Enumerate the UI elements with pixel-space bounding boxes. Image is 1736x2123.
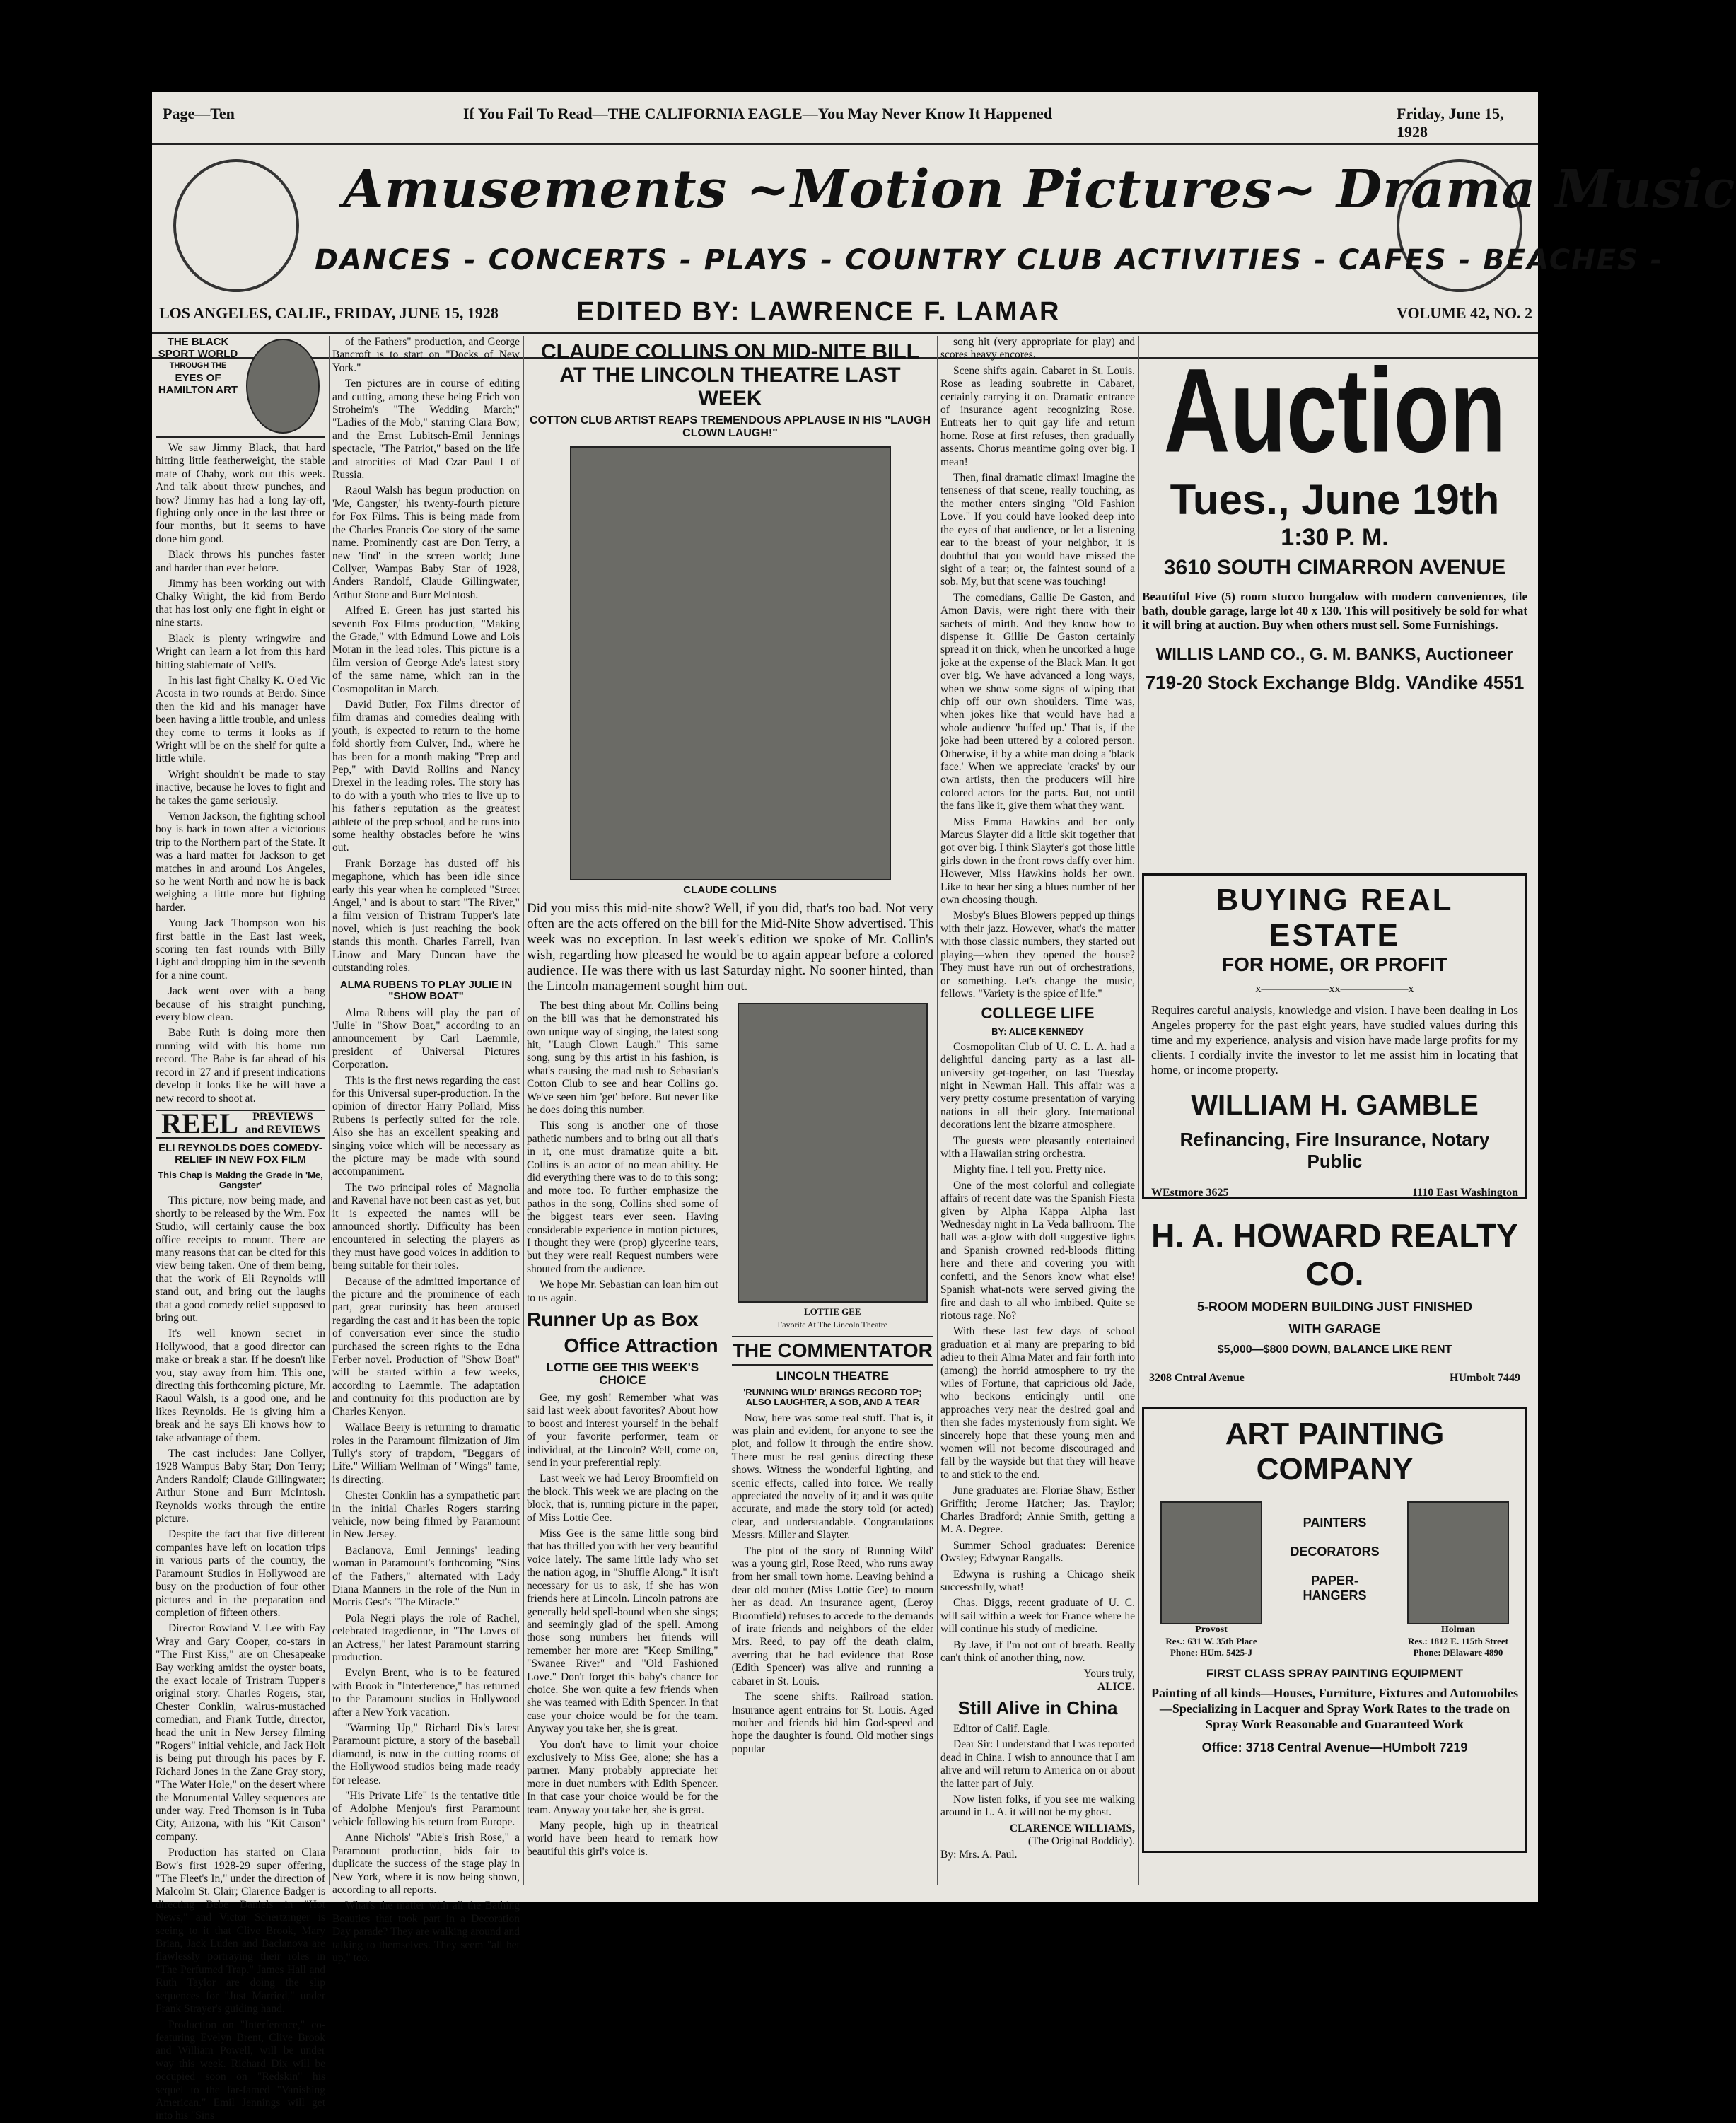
gamble-address: 1110 East Washington [1412,1187,1518,1199]
masthead-title: Amusements ~Motion Pictures~ Drama Music [343,159,1736,220]
holman-name: Holman [1440,1624,1476,1635]
paragraph: Now listen folks, if you see me walking around in L. A. it will not be my ghost. [940,1793,1135,1819]
paragraph: Editor of Calif. Eagle. [953,1722,1051,1735]
provost-phone: Phone: HUm. 5425-J [1170,1647,1252,1658]
art-service: PAPER-HANGERS [1303,1574,1367,1603]
paragraph: Scene shifts again. Cabaret in St. Louis. Rose as leading soubrette in Cabaret, certainly carrying it on. Dramatic entrance of insurance agent recognizing Rose. Entreats her to quit gay life and return home. Rose at first refuses, then gradually assents. Chorus meantime going over big. I mean! [940,364,1135,468]
paragraph: "Warming Up," Richard Dix's latest Paramount picture, a story of the baseball diamond, is now in the cutting rooms of the Hollywood studios being made ready for release. [332,1722,520,1786]
holman-phone: Phone: DElaware 4890 [1413,1647,1503,1658]
headline-collins: CLAUDE COLLINS ON MID-NITE BILL AT THE LINCOLN THEATRE LAST WEEK [541,340,919,410]
paragraph: In his last fight Chalky K. O'ed Vic Acosta in two rounds at Berdo. Since then the kid and his manager have been having a little trouble, and unless they come to terms it looks as if Wright will be on the shelf for quite a little while. [156,674,325,765]
paragraph: Gee, my gosh! Remember what was said last week about favorites? About how to boost and interest yourself in the behalf of your favorite performer, team or individual, at the Lincoln? Well, come on, send in your preferential reply. [527,1392,718,1470]
column-rule [523,336,524,1885]
auction-ad [1142,339,1527,707]
paragraph: Chas. Diggs, recent graduate of U. C. will sail within a week for France where he will continue his study of medicine. [940,1597,1135,1636]
column-rule [329,336,330,1885]
headline-lincoln: LINCOLN THEATRE [776,1369,889,1383]
holman-residence: Res.: 1812 E. 115th Street [1407,1636,1509,1646]
paragraph: The best thing about Mr. Collins being on the bill was that he demonstrated his own unique way of singing, the latest song hit, "Laugh Clown Laugh." This same song, sung by this artist in his fashion, is what's causing the mad rush to Sebastian's Cotton Club to see and hear Collins go. We've seen him 'get' before. But never like he does doing this number. [527,999,718,1116]
subcolumn-left [527,1000,718,1862]
paragraph: Anne Nichols' "Abie's Irish Rose," a Paramount production, bids fair to duplicate the success of the stage play in New York, where it is now being shown, according to all reports. [332,1832,520,1896]
provost-portrait [1160,1501,1262,1624]
column-commentator-college [940,336,1135,1885]
paragraph: Babe Ruth is doing more then running wild with his home run record. The Babe is far ahead of his record in '27 and if present indications develop it looks like he will have a new record to shoot at. [156,1027,325,1105]
paragraph: Jack went over with a bang because of his straight punching, every blow clean. [156,985,325,1024]
paragraph: Evelyn Brent, who is to be featured with Brook in "Interference," has returned to the Paramount studios in Hollywood after a New York vacation. [332,1667,520,1718]
howard-title: H. A. HOWARD REALTY CO. [1151,1217,1518,1292]
art-service: DECORATORS [1290,1545,1380,1559]
paragraph: Dear Sir: I understand that I was reported dead in China. I wish to announce that I am alive and will return to America on or about the latter part of July. [940,1738,1135,1790]
paragraph: Mighty fine. I tell you. Pretty nice. [953,1163,1106,1176]
gamble-divider: x——————xx——————x [1255,983,1414,995]
auction-title: Auction [1163,343,1506,477]
collins-lead: Did you miss this mid-nite show? Well, if you did, that's too bad. Not very often are the acts offered on the bill for the Mid-Nite Show advertised. This week was no exception. In last week's edition we spoke of Mr. Collin's wish, regarding how pleased he would be to again appear before a colored audience. He was there with us last Saturday night. No sooner hinted, than the Lincoln management sought him out. [527,900,933,994]
paragraph: Miss Emma Hawkins and her only Marcus Slayter did a little skit together that got over big. I think Slayter's got those little girls down in the front rows daffy over him. However, Miss Hawkins holds her own. Like to hear her sing a blues number of her own choosing though. [940,815,1135,907]
gamble-subtitle: FOR HOME, OR PROFIT [1222,953,1447,975]
paragraph: Frank Borzage has dusted off his megaphone, which has been idle since early this year when he completed "Street Angel," and is about to start "The River," a film version of Tristram Tupper's late novel, which is just reaching the book stands this month. Charles Farrell, Ivan Linow and Mary Duncan have the outstanding roles. [332,857,520,975]
column-film-news [332,336,520,1964]
paragraph: Production has started on Clara Bow's first 1928-29 super offering, "The Fleet's In," under the direction of Malcolm St. Clair; Clarence Badger is directing Bebe Daniels in "Hot News," and Victor Schertzinger is seeing to it that Clive Brook, Mary Brian, Jack Luden and Baclanova are flawlessly portraying their roles in "The Perfumed Trap." James Hall and Ruth Taylor are doing the slip sequences for "Just Married," under Frank Strayer's guiding hand. [156,1846,325,2016]
lottie-gee-photo [738,1003,928,1303]
sport-box-sub: HAMILTON ART [158,384,238,396]
paragraph: This song is another one of those pathetic numbers and to bring out all that's in it, one must dramatize quite a bit. Collins is an actor of no mean ability. He did everything there was to do to this song; and more too. To further emphasize the pathos in the song, Collins shed some of the biggest tears ever seen. Having considerable experience in motion pictures, I thought they were (prop) glycerine tears, but they were real! Request numbers were shouted from the audience. [527,1119,718,1275]
gamble-name: WILLIAM H. GAMBLE [1191,1090,1479,1121]
reel-header [156,1107,325,1140]
auction-date: Tues., June 19th [1170,476,1500,523]
paragraph: Production on "Interference," co-featuring Evelyn Brent, Clive Brook and William Powell, will be under way this week. Richard Dix will be occupied soon on "Redskin" his sequel to the far-famed "Vanishing American." Emil Jennings will get into his "Sins [156,2018,325,2122]
paragraph: Raoul Walsh has begun production on 'Me, Gangster,' his twenty-fourth picture for Fox Films. This is being made from the Charles Francis Coe story of the same name. Prominently cast are Don Terry, a new 'find' in the screen world; June Collyer, Wampas Baby Star of 1928, Anders Randolf, Claude Gillingwater, Arthur Stone and Burr McIntosh. [332,484,520,601]
howard-address: 3208 Cntral Avenue [1149,1372,1245,1384]
auction-office: 719-20 Stock Exchange Bldg. VAndike 4551 [1145,672,1525,693]
subhead-running-wild: 'RUNNING WILD' BRINGS RECORD TOP; ALSO LAUGHTER, A SOB, AND A TEAR [743,1386,922,1408]
art-equipment: FIRST CLASS SPRAY PAINTING EQUIPMENT [1206,1667,1464,1680]
caption-collins: CLAUDE COLLINS [683,884,777,897]
subcolumn-right [726,1000,933,1862]
paragraph: Because of the admitted importance of the picture and the prominence of each part, great curiosity has been aroused regarding the cast and it has been the topic of conversation ever since the studio purchased the screen rights to the Edna Ferber novel. Production of "Show Boat" will be started within a few weeks, according to Laemmle. The adaptation and continuity for this production are by Charles Kenyon. [332,1275,520,1418]
paragraph: Jimmy has been working out with Chalky Wright, the kid from Berdo that has lost only one fight in eight or nine starts. [156,578,325,629]
gamble-title: BUYING REAL ESTATE [1216,883,1454,953]
dateline: LOS ANGELES, CALIF., FRIDAY, JUNE 15, 1928 [159,304,499,322]
subhead-eli: This Chap is Making the Grade in 'Me, Gangster' [158,1169,323,1191]
paragraph: Alma Rubens will play the part of 'Julie' in "Show Boat," according to an announcement by Carl Laemmle, president of Universal Pictures Corporation. [332,1006,520,1071]
paragraph: Mosby's Blues Blowers pepped up things with their jazz. However, what's the matter with those classic numbers, they started out playing—when they opened the house? They must have run out of orchestrations, or something. Let's change the music, fellows. "Variety is the spice of life." [940,909,1135,1000]
column-sports-reel [156,336,325,2122]
headline-eli: ELI REYNOLDS DOES COMEDY-RELIEF IN NEW FOX FILM [158,1141,322,1166]
paragraph: Baclanova, Emil Jennings' leading woman in Paramount's forthcoming "Sins of the Fathers," alternated with Lady Diana Manners in the role of the Nun in Morris Gest's "The Miracle." [332,1544,520,1609]
art-body: Painting of all kinds—Houses, Furniture, Fixtures and Automobiles—Specializing in Lacquer and Spray Work Rates to the trade on Spray Work Reasonable and Guaranteed Work [1151,1686,1518,1731]
volume-number: VOLUME 42, NO. 2 [1397,304,1533,322]
headline-rubens: ALMA RUBENS TO PLAY JULIE IN "SHOW BOAT" [339,978,513,1002]
gamble-ad [1142,873,1527,1199]
paragraph: This is the first news regarding the cast for this Universal super-production. In the opinion of director Harry Pollard, Miss Rubens is perfectly suited for the role. Also she has an excellent speaking and singing voice which will be necessary as the picture may be made with sound accompaniment. [332,1074,520,1178]
gamble-services: Refinancing, Fire Insurance, Notary Public [1179,1129,1490,1172]
paragraph: Many people, high up in theatrical world have been heard to remark how beautiful this girl's voice is. [527,1820,718,1858]
paragraph: of the Fathers" production, and George Bancroft is to start on "Docks of New York." [332,336,520,374]
issue-date: Friday, June 15, 1928 [1397,105,1504,141]
paragraph: Ten pictures are in course of editing and cutting, among these being Erich von Stroheim's "The Wedding March;" "Ladies of the Mob," starring Clara Bow; and the Ernst Lubitsch-Emil Jennings spectacle, "The Patriot," based on the life and atrocities of Mad Czar Paul I of Russia. [332,378,520,482]
sport-world-box [156,336,325,438]
paragraph: The scene shifts. Railroad station. Insurance agent entrains for St. Louis. Aged mother and friends bid him God-speed and hope the daughter is found. Old mother sings popular [731,1691,933,1755]
howard-ad [1142,1209,1527,1393]
page-number: Page—Ten [163,105,235,122]
subhead-collins: COTTON CLUB ARTIST REAPS TREMENDOUS APPLAUSE IN HIS "LAUGH CLOWN LAUGH!" [529,414,931,439]
paragraph: This picture, now being made, and shortly to be released by the Wm. Fox Studio, will certainly cause the box office receipts to mount. There are many reasons that can be cited for this view being taken. One of them being, that the work of Eli Reynolds will stand out, and bring out the laughs that a good comedy relief supposed to bring out. [156,1194,325,1324]
headline-college-life: COLLEGE LIFE [981,1004,1095,1023]
auction-address: 3610 SOUTH CIMARRON AVENUE [1163,556,1506,579]
paragraph: Now, here was some real stuff. That is, it was plain and evident, for anyone to see the plot, and follow it through the entire show. There must be real genius directing these shows. Witness the wonderful lighting, and scenic effects, called into force. We really appreciated the novelty of it; and it was quite accurate, and made the story told (or acted) clear, and understandable. Congratulations Messrs. Miller and Slayter. [731,1412,933,1542]
paragraph: Wright shouldn't be made to stay inactive, because he loves to fight and he takes the game seriously. [156,768,325,807]
paragraph: What's the matter with all the Bathing Beauties that took part in a Decoration Day parade? They are walking around and talking to themselves. They seem "all het up," too. [332,1900,520,1964]
provost-name: Provost [1195,1624,1228,1635]
newspaper-page [152,92,1736,2122]
howard-phone: HUmbolt 7449 [1450,1372,1520,1384]
byline-college: BY: ALICE KENNEDY [991,1025,1084,1037]
columnist-portrait [246,339,320,434]
paragraph: Edwyna is rushing a Chicago sheik successfully, what! [940,1568,1135,1594]
paragraph: Last week we had Leroy Broomfield on the block. This week we are placing on the block, that is, running picture in the paper, of Miss Lottie Gee. [527,1472,718,1524]
art-service: PAINTERS [1303,1516,1367,1530]
paragraph: Vernon Jackson, the fighting school boy is back in town after a victorious trip to the Northern part of the State. It was a hard matter for Jackson to get matches in and around Los Angeles, so he went North and now he is back weighing a little more but fighting harder. [156,810,325,914]
paragraph: Cosmopolitan Club of U. C. L. A. had a delightful dancing party as a last all-university get-together, on last Tuesday night in Newman Hall. This affair was a very pretty costume presentation of varying nations in all their glory. International decorations lent the bizarre atmosphere. [940,1040,1135,1132]
paragraph: You don't have to limit your choice exclusively to Miss Gee, alone; she has a partner. Many probably appreciate her more in duet numbers with Edith Spencer. In that case your choice would be for the team. Anyway you take her, she is great. [527,1738,718,1816]
paragraph: Miss Gee is the same little song bird that has thrilled you with her very beautiful voice lately. The same little lady who set the nation agog, in "Shuffle Along." It isn't necessary for us to ask, if she has won friends here at Lincoln. Lincoln patrons are generally held spell-bound when she sings; and seemingly glad of the spell. Among those song numbers her friends will remember her more are: "Keep Smiling," "Swanee River" and "Old Fashioned Love." Don't forget this baby's chance for choice. She won quite a few friends when she was teamed with Edith Spencer. In that case your choice would be for the team. Anyway you take her, she is great. [527,1528,718,1735]
paragraph: The two principal roles of Magnolia and Ravenal have not been cast as yet, but it is expected the names will be announced shortly. Difficulty has been encountered in selecting the players as they must have good voices in addition to being suitable for their roles. [332,1181,520,1272]
howard-line3: $5,000—$800 DOWN, BALANCE LIKE RENT [1217,1344,1452,1356]
paragraph: "His Private Life" is the tentative title of Adolphe Menjou's first Paramount vehicle following his return from Europe. [332,1790,520,1828]
headline-lottie-gee: LOTTIE GEE THIS WEEK'S CHOICE [546,1360,699,1388]
art-title: ART PAINTING COMPANY [1225,1417,1445,1487]
paragraph: By Jave, if I'm not out of breath. Really can't think of another thing, now. [940,1639,1135,1665]
sport-box-title: THE BLACK SPORT WORLD [158,336,238,360]
signoff-name: ALICE. [1097,1680,1135,1693]
header-rule [152,332,1538,334]
claude-collins-photo [570,446,891,880]
headline-runner-up: Runner Up as Box [527,1308,699,1331]
letter-byline: By: Mrs. A. Paul. [940,1848,1018,1861]
caption-lottie: LOTTIE GEE [804,1305,861,1317]
editor-line: EDITED BY: LAWRENCE F. LAMAR [576,297,1061,327]
letter-signature: CLARENCE WILLIAMS, [1009,1822,1135,1834]
column-collins-story [527,336,933,1885]
reel-title: REEL [161,1107,238,1140]
letter-signature-2: (The Original Boddidy). [1027,1835,1135,1848]
paragraph: Director Rowland V. Lee with Fay Wray and Gary Cooper, co-stars in "The First Kiss," are on Chesapeake Bay working amidst the oyster boats, the exact locale of Tristram Tupper's original story. Charles Rogers, star, Chester Conklin, walrus-mustached comedian, and Frank Tuttle, director, head the unit in New Jersey filming "Rogers" initial vehicle, and Jack Holt is being put through his paces by F. Richard Jones in the Zane Gray story, "The Water Hole," on the desert where the Monumental Valley sequences are under way. Fred Thomson is in Tuba City, Arizona, with his "Kit Carson" company. [156,1622,325,1843]
paragraph: Despite the fact that five different companies have left on location trips in various parts of the country, the Paramount Studios in Hollywood are busy on the production of four other pictures and in the preparation and completion of fifteen others. [156,1528,325,1619]
paragraph: The cast includes: Jane Collyer, 1928 Wampus Baby Star; Don Terry; Anders Randolf; Claude Gillingwater; Arthur Stone and Burr McIntosh. Reynolds works through the entire picture. [156,1448,325,1525]
art-painting-ad [1142,1407,1527,1853]
column-rule [937,336,938,1885]
auction-company: WILLIS LAND CO., G. M. BANKS, Auctioneer [1155,645,1514,664]
provost-residence: Res.: 631 W. 35th Place [1165,1636,1257,1646]
auction-body: Beautiful Five (5) room stucco bungalow with modern conveniences, tile bath, double garage, large lot 40 x 130. This will positively be sold for what it will bring at auction. Buy when others must sell. Some Furnishings. [1142,590,1527,632]
gamble-phone: WEstmore 3625 [1151,1187,1229,1199]
paragraph: Chester Conklin has a sympathetic part in the initial Charles Rogers starring vehicle, now being filmed by Paramount in New Jersey. [332,1489,520,1541]
paragraph: June graduates are: Floriae Shaw; Esther Griffith; Jerome Hatcher; Jas. Traylor; Charles Bradford; Annie Smith, getting a M. A. Degree. [940,1484,1135,1536]
paragraph: We saw Jimmy Black, that hard hitting little featherweight, the stable mate of Chaby, work out this week. And talk about throw punches, and how? Jimmy has had a long lay-off, fighting only once in the last three or four months, but it seems to have done him good. [156,442,325,545]
masthead-subtitle: DANCES - CONCERTS - PLAYS - COUNTRY CLUB ACTIVITIES - CAFES - BEACHES - [315,244,1664,277]
paragraph: It's well known secret in Hollywood, that a good director can make or break a star. If he doesn't like you, stay away from him. This one, directing this forthcoming picture, Mr. Raoul Walsh, is a good one, and he likes Reynolds. He is giving him a break and he says Eli knows how to take advantage of them. [156,1327,325,1444]
paragraph: Wallace Beery is returning to dramatic roles in the Paramount filmization of Jim Tully's story of trapdom, "Beggars of Life." William Wellman of "Wings" fame, is directing. [332,1421,520,1486]
paragraph: Then, final dramatic climax! Imagine the tenseness of that scene, really touching, as the mother enters singing "Old Fashion Love." If you could have looked deep into the eyes of that audience, or let a listening ear to the breast of your neighbor, it is doubtful that you would have missed the sight of a tear; or, the faintest sound of a sob. My, but that scene was touching! [940,472,1135,588]
holman-portrait [1407,1501,1509,1624]
headline-runner-up-2: Office Attraction [564,1334,718,1356]
running-head: If You Fail To Read—THE CALIFORNIA EAGLE—You May Never Know It Happened [463,105,1053,122]
art-office: Office: 3718 Central Avenue—HUmbolt 7219 [1201,1740,1468,1755]
paragraph: Black throws his punches faster and harder than ever before. [156,549,325,574]
sport-box-sub: THROUGH THE [169,361,227,370]
paragraph: song hit (very appropriate for play) and scores heavy encores. [940,336,1135,361]
signoff: Yours truly, [1083,1668,1135,1680]
swan-ornament-icon [173,159,299,292]
gamble-body: Requires careful analysis, knowledge and vision. I have been dealing in Los Angeles property for the past eight years, have studied values during this time and my experience, analysis and vision have made large profits for my clients. I cordially invite the investor to let me assist him in locating that home, or income property. [1151,1004,1518,1076]
paragraph: The guests were pleasantly entertained with a Hawaiian string orchestra. [940,1134,1135,1161]
auction-time: 1:30 P. M. [1281,524,1389,551]
paragraph: We hope Mr. Sebastian can loan him out to us again. [527,1279,718,1304]
paragraph: Young Jack Thompson won his first battle in the East last week, scoring ten fast rounds with Billy Light and dropping him in the seventh for a nine count. [156,917,325,982]
paragraph: The comedians, Gallie De Gaston, and Amon Davis, were right there with their sachets of mirth. And they know how to dispense it. Gillie De Gaston certainly spread it on thick, when he uncorked a huge joke at the expense of the Black Man. It got over big. We have advanced a long ways, when we show some signs of wiping that chip off our own shoulders. Time was, when jokes like that would have had a whole audience 'huffed up.' That is, if the joke had been uttered by a colored person. Otherwise, if by a white man doing a 'black face.' When we appreciate 'cracks' by our own artists, then the producers will hire colored actors for the parts. But, not until the fans like it, give them what they want. [940,591,1135,813]
paragraph: Alfred E. Green has just started his seventh Fox Films production, "Making the Grade," with Edmund Lowe and Lois Moran in the lead roles. This picture is a film version of George Ade's latest story of the same name, which ran in the Cosmopolitan in March. [332,605,520,695]
howard-line1: 5-ROOM MODERN BUILDING JUST FINISHED [1196,1300,1472,1314]
headline-commentator: THE COMMENTATOR [732,1336,933,1366]
paragraph: One of the most colorful and collegiate affairs of recent date was the Spanish Fiesta given by Alpha Kappa Alpha last Wednesday night in La Veda ballroom. The hall was a-glow with doll suggestive lights and Spanish crowned red-bloods flitting here and there and covering you with confetti, and the Senors know what else! Spanish what-nots were served giving the fire and dash to all who imbibed. Quite se riotous rage. No? [940,1179,1135,1322]
paragraph: David Butler, Fox Films director of film dramas and comedies dealing with youth, is expected to return to the home fold shortly from Culver, Ind., where he has been for a month making "Prep and Pep," with David Rollins and Nancy Drexel in the leading roles. The story has to do with a youth who tries to live up to his father's reputation as the greatest athlete of the prep school, and he runs into some healthy obstacles before he wins out. [332,698,520,854]
paragraph: Summer School graduates: Berenice Owsley; Edwynar Rangalls. [940,1539,1135,1565]
headline-china: Still Alive in China [957,1697,1118,1719]
paragraph: Black is plenty wringwire and Wright can learn a lot from this hard hitting stablemate of Nell's. [156,632,325,671]
column-rule [1138,336,1139,1885]
sport-box-sub: EYES OF [175,372,221,384]
paragraph: With these last few days of school graduation et al many are preparing to bid adieu to their Alma Mater and fair forth into (among) the horrid atmosphere to try the wiles of Fortune, that capricious old Jade, who beckons enticingly until one approaches very near the desired goal and then she fades mysteriously from sight. We sincerely hope that these young men and women will not become discouraged and fall by the wayside but that they will heave to and stick to the end. [940,1325,1135,1481]
howard-line2: WITH GARAGE [1288,1322,1381,1336]
caption-lottie-2: Favorite At The Lincoln Theatre [777,1320,888,1330]
reel-subtitle: PREVIEWS and REVIEWS [245,1110,320,1136]
paragraph: The plot of the story of 'Running Wild' was a young girl, Rose Reed, who runs away from her small town home. Leaving behind a dear old mother (Miss Lottie Gee) to mourn her as dead. An insurance agent, (Leroy Broomfield) refuses to accede to the demands of irate friends and neighbors of the elder Mrs. Reed, to pay off the death claim, averring that he had evidence that Rose (Edith Spencer) was alive and running a cabaret in St. Louis. [731,1545,933,1687]
paragraph: Pola Negri plays the role of Rachel, celebrated tragedienne, in "The Loves of an Actress," her latest Paramount starring production. [332,1612,520,1663]
